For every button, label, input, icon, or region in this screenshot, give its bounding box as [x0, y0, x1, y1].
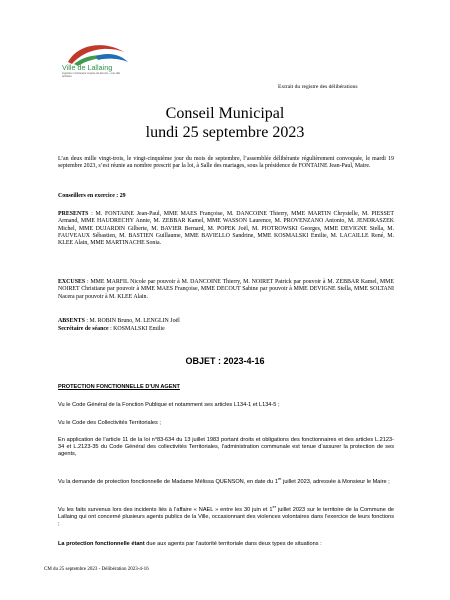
- conseillers-line: [58, 193, 394, 200]
- vu-faits-text-a: Vu les faits survenus lors des incidents liés à l’affaire « NAEL » entre les 30 juin et 1: [58, 506, 273, 513]
- secretaire-text: : KOSMALSKI Emilie: [108, 326, 165, 332]
- protection-paragraph: [58, 541, 394, 548]
- vu-faits-sup: er: [272, 504, 277, 509]
- vu-code-collectivites: Vu le Code des Collectivités Territoriales ;: [58, 420, 161, 426]
- page-title: Conseil Municipal: [165, 105, 285, 122]
- protection-rest: due aux agents par l’autorité territoriale dans deux types de situations :: [144, 541, 322, 547]
- page-date: lundi 25 septembre 2023: [145, 124, 305, 141]
- logo-subtitle: ingénieur contracteur espace de demain - une ville ambition: [62, 72, 121, 79]
- excuses-label: EXCUSES: [58, 279, 86, 285]
- en-application-paragraph: En application de l’article 11 de la loi n°83-634 du 13 juillet 1983 portant droits et obligations des fonctionnaires et des articles L.2123-34 et L.2123-35 du Code Général des collectivités Territoriales, l’administration communale est tenue d’assurer la protection de ses agents,: [58, 437, 394, 457]
- vu-demande-text-a: Vu la demande de protection fonctionnelle de Madame Mélissa QUENSON, en date du 1: [58, 478, 278, 485]
- logo-red-swoosh: [68, 45, 124, 64]
- presents-paragraph: [58, 211, 394, 247]
- conseillers-label: Conseillers en exercice : 29: [58, 193, 126, 199]
- vu-faits-paragraph: [58, 503, 394, 528]
- vu-code-general: Vu le Code Général de la Fonction Publique et notamment ses articles L134-1 et L134-5 ;: [58, 402, 280, 408]
- page-footer: CM du 25 septembre 2023 - Délibération 2023-4-16: [44, 567, 149, 572]
- logo-town-name: Ville de Lallaing: [62, 63, 113, 72]
- vu-demande-sup: er: [277, 476, 282, 481]
- secretaire-line: [58, 326, 394, 333]
- presents-label: PRESENTS: [58, 211, 89, 217]
- secretaire-label: Secrétaire de séance: [58, 326, 109, 332]
- vu-faits-text-b: juillet 2023 sur le territoire de la Commune de Lallaing qui ont concerné plusieurs agents publics de la Ville, occasionnant des violences volontaires dans l’exercice de leurs fonctions ;: [58, 506, 395, 527]
- absents-label: ABSENTS: [58, 318, 85, 324]
- intro-paragraph: L’an deux mille vingt-trois, le vingt-cinquième jour du mois de septembre, l’assemblée délibérante régulièrement convoquée, le mardi 19 septembre 2023, s’est réunie au nombre prescrit par la loi, à Salle des mariages, sous la présidence de FONTAINE Jean-Paul, Maire.: [58, 156, 394, 170]
- excuses-text: : MME MARFIL Nicole par pouvoir à M. DANCOINE Thierry, M. NOIRET Patrick par pouvoir à M. ZEBBAR Kamel, MME NOIRET Christiane par pouvoir à MME MAES Françoise, MME DECOUT Sabine par pouvoir à MME DEVIGNE Stella, MME SOLTANI Nacera par pouvoir à M. KLEE Alain.: [58, 279, 394, 300]
- absents-line: [58, 318, 394, 325]
- vu-demande-text-b: juillet 2023, adressée à Monsieur le Maire ;: [281, 478, 390, 485]
- absents-text: : M. ROBIN Bruno, M. LENGLIN Joël: [84, 318, 180, 324]
- excuses-paragraph: [58, 279, 394, 301]
- presents-text: : M. FONTAINE Jean-Paul, MME MAES Françoise, M. DANCOINE Thierry, MME MARTIN Chrystelle, M. PIESSET Armand, MME HAUDRECHY Annie, M. ZEBBAR Kamel, MME WASSON Laurence, M. PROVENZANO Antonio, M. JENDRASZEK Michel, MME DUJARDIN Gilberte, M. BAVIER Bernard, M. POPEK Joël, M. PIOTROWSKI Georges, MME DEVIGNE Stella, M. FAUVEAUX Sébastien, M. BASTIEN Guillaume, MME BAVIELLO Sandrine, MME KOSMALSKI Emilie, M. LACAILLE René, M. KLEE Alain, MME MARTINACHE Sonia.: [58, 211, 394, 247]
- vu-demande-paragraph: [58, 475, 394, 486]
- logo-blue-swoosh: [96, 54, 128, 62]
- section-title: PROTECTION FONCTIONNELLE D’UN AGENT: [58, 384, 180, 390]
- objet-heading: OBJET : 2023-4-16: [185, 356, 265, 366]
- protection-bold: La protection fonctionnelle étant: [58, 541, 145, 547]
- extrait-header: Extrait du registre des délibérations: [278, 84, 358, 90]
